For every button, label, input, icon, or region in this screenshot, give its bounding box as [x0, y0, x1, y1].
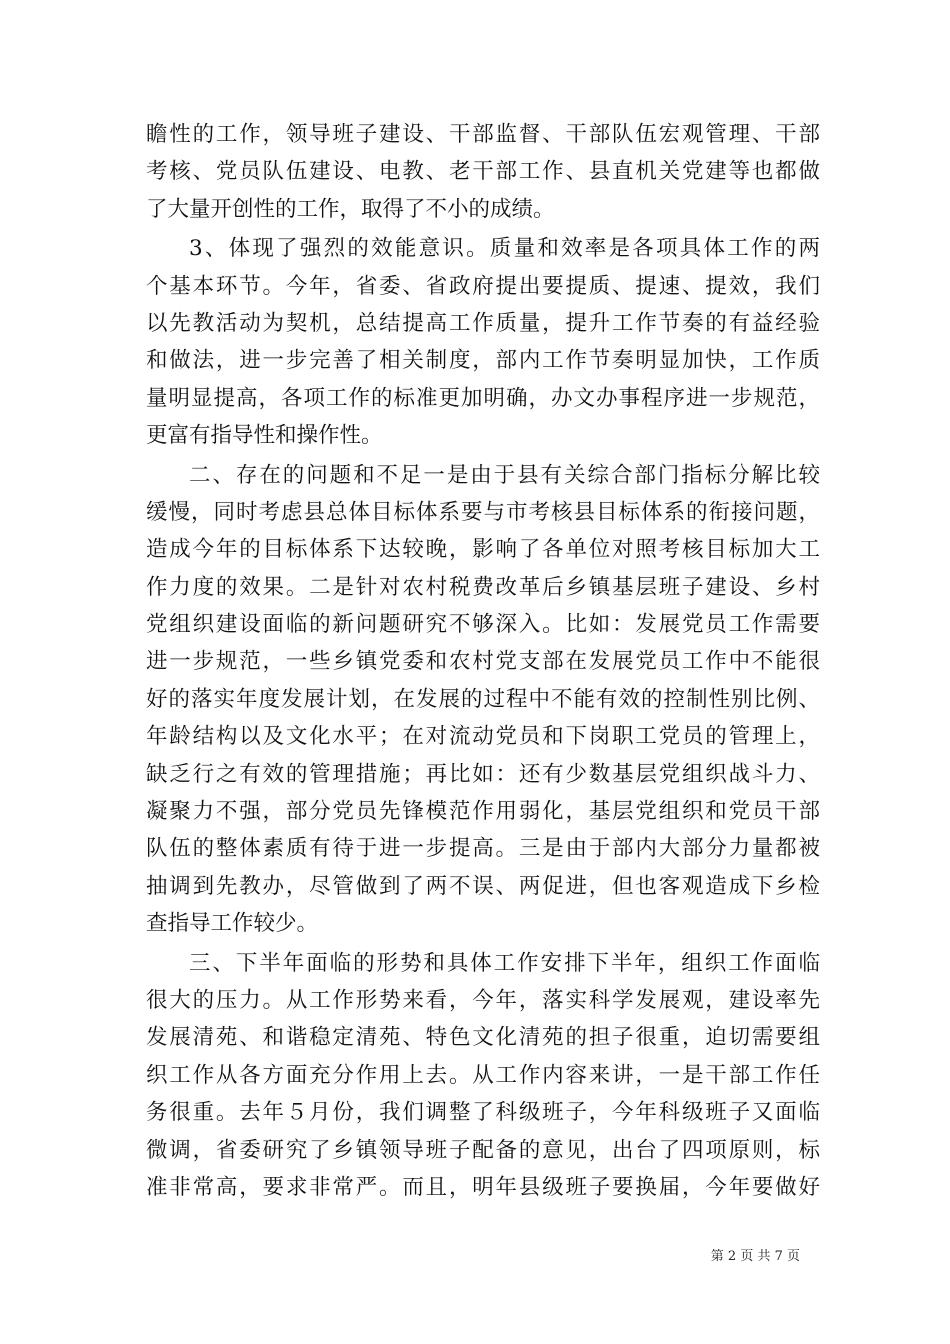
- paragraph: [146, 116, 820, 228]
- text-line: 准非常高，要求非常严。而且，明年县级班子要换届，今年要做好: [146, 1174, 820, 1200]
- paragraph: [146, 457, 820, 943]
- text-line: 造成今年的目标体系下达较晚，影响了各单位对照考核目标加大工: [146, 537, 820, 563]
- text-line: 缓慢，同时考虑县总体目标体系要与市考核县目标体系的衔接问题，: [146, 499, 820, 525]
- text-line: 缺乏行之有效的管理措施；再比如：还有少数基层党组织战斗力、: [146, 761, 820, 787]
- document-body: [146, 116, 820, 1206]
- text-line: 织工作从各方面充分作用上去。从工作内容来讲，一是干部工作任: [146, 1062, 820, 1088]
- text-line: 务很重。去年５月份，我们调整了科级班子，今年科级班子又面临: [146, 1100, 820, 1126]
- text-line: 微调，省委研究了乡镇领导班子配备的意见，出台了四项原则，标: [146, 1137, 820, 1163]
- text-line: 和做法，进一步完善了相关制度，部内工作节奏明显加快，工作质: [146, 348, 820, 374]
- page-number-label: 第 2 页 共 7 页: [710, 1249, 800, 1264]
- text-line: 进一步规范，一些乡镇党委和农村党支部在发展党员工作中不能很: [146, 649, 820, 675]
- text-line: 党组织建设面临的新问题研究不够深入。比如：发展党员工作需要: [146, 612, 820, 638]
- text-line: 考核、党员队伍建设、电教、老干部工作、县直机关党建等也都做: [146, 159, 820, 185]
- text-line: 发展清苑、和谐稳定清苑、特色文化清苑的担子很重，迫切需要组: [146, 1025, 820, 1051]
- text-line: 以先教活动为契机，总结提高工作质量，提升工作节奏的有益经验: [146, 310, 820, 336]
- text-line: 更富有指导性和操作性。: [146, 423, 383, 449]
- paragraph: [146, 230, 820, 454]
- text-line: 队伍的整体素质有待于进一步提高。三是由于部内大部分力量都被: [146, 836, 820, 862]
- text-line: 3、体现了强烈的效能意识。质量和效率是各项具体工作的两: [189, 236, 820, 262]
- text-line: 查指导工作较少。: [146, 911, 319, 937]
- text-line: 了大量开创性的工作，取得了不小的成绩。: [146, 196, 555, 222]
- text-line: 年龄结构以及文化水平；在对流动党员和下岗职工党员的管理上，: [146, 724, 820, 750]
- text-line: 个基本环节。今年，省委、省政府提出要提质、提速、提效，我们: [146, 273, 820, 299]
- text-line: 凝聚力不强，部分党员先锋模范作用弱化，基层党组织和党员干部: [146, 799, 820, 825]
- text-line: 量明显提高，各项工作的标准更加明确，办文办事程序进一步规范，: [146, 385, 820, 411]
- text-line: 抽调到先教办，尽管做到了两不误、两促进，但也客观造成下乡检: [146, 873, 820, 899]
- page-number-footer: [0, 1245, 950, 1264]
- text-line: 瞻性的工作，领导班子建设、干部监督、干部队伍宏观管理、干部: [146, 122, 820, 147]
- paragraph: [146, 945, 820, 1207]
- text-line: 二、存在的问题和不足一是由于县有关综合部门指标分解比较: [189, 462, 820, 488]
- text-line: 三、下半年面临的形势和具体工作安排下半年，组织工作面临: [189, 950, 820, 976]
- text-line: 好的落实年度发展计划，在发展的过程中不能有效的控制性别比例、: [146, 686, 820, 712]
- text-line: 很大的压力。从工作形势来看，今年，落实科学发展观，建设率先: [146, 987, 820, 1013]
- text-line: 作力度的效果。二是针对农村税费改革后乡镇基层班子建设、乡村: [146, 574, 820, 600]
